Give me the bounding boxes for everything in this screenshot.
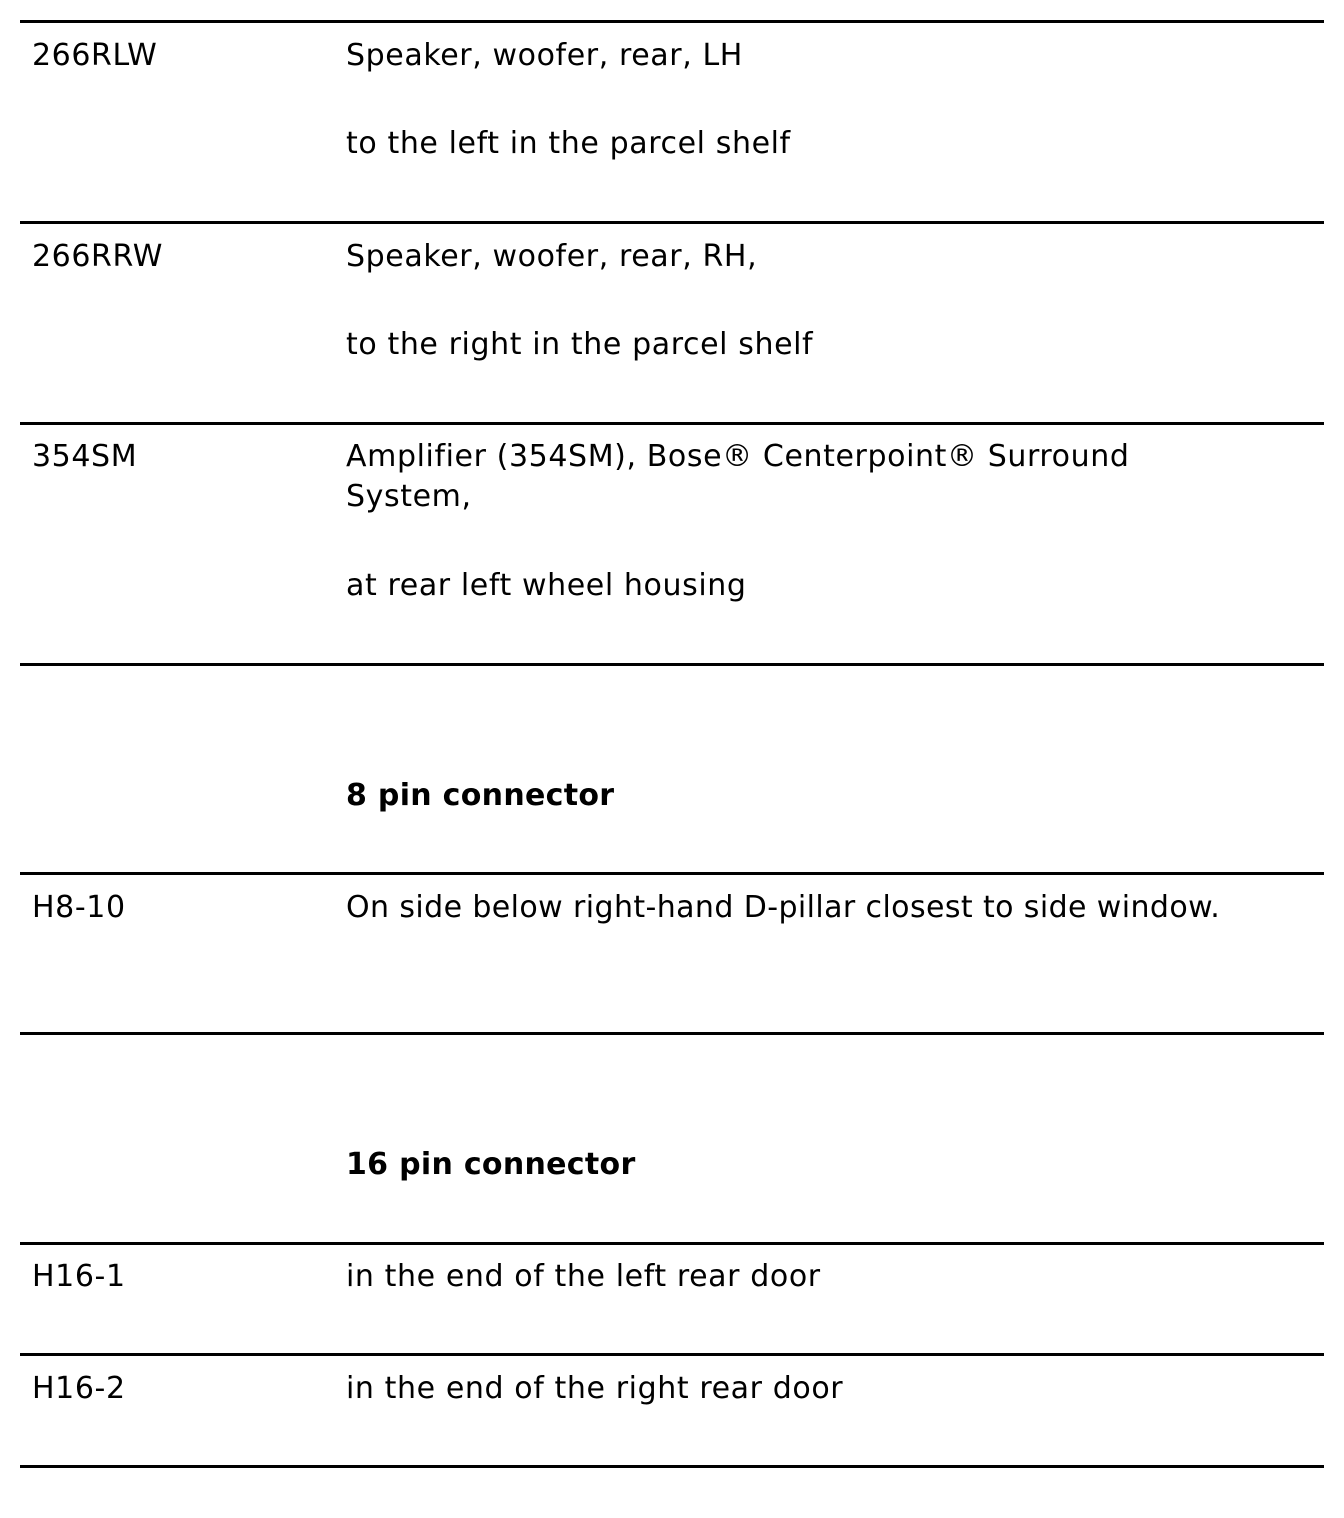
table-divider <box>20 1032 1324 1035</box>
connector-location: On side below right-hand D-pillar closest to side window. <box>346 890 1221 925</box>
connector-code: H16-1 <box>32 1259 126 1294</box>
section-heading-8-pin: 8 pin connector <box>346 778 615 813</box>
connector-location: in the end of the right rear door <box>346 1371 844 1406</box>
component-description: Speaker, woofer, rear, LH <box>346 38 743 73</box>
component-description: Speaker, woofer, rear, RH, <box>346 239 758 274</box>
table-divider <box>20 872 1324 875</box>
table-divider <box>20 20 1324 23</box>
component-location: to the right in the parcel shelf <box>346 327 814 362</box>
table-divider <box>20 1353 1324 1356</box>
connector-code: H16-2 <box>32 1371 126 1406</box>
table-divider <box>20 221 1324 224</box>
component-code: 266RRW <box>32 239 163 274</box>
section-heading-16-pin: 16 pin connector <box>346 1147 636 1182</box>
connector-code: H8-10 <box>32 890 126 925</box>
component-location: to the left in the parcel shelf <box>346 126 791 161</box>
component-code: 354SM <box>32 439 138 474</box>
table-divider <box>20 1465 1324 1468</box>
table-divider <box>20 1242 1324 1245</box>
component-code: 266RLW <box>32 38 158 73</box>
connector-location: in the end of the left rear door <box>346 1259 821 1294</box>
component-description: Amplifier (354SM), Bose® Centerpoint® Surround System, <box>346 439 1130 514</box>
table-divider <box>20 663 1324 666</box>
table-divider <box>20 422 1324 425</box>
component-location: at rear left wheel housing <box>346 568 747 603</box>
